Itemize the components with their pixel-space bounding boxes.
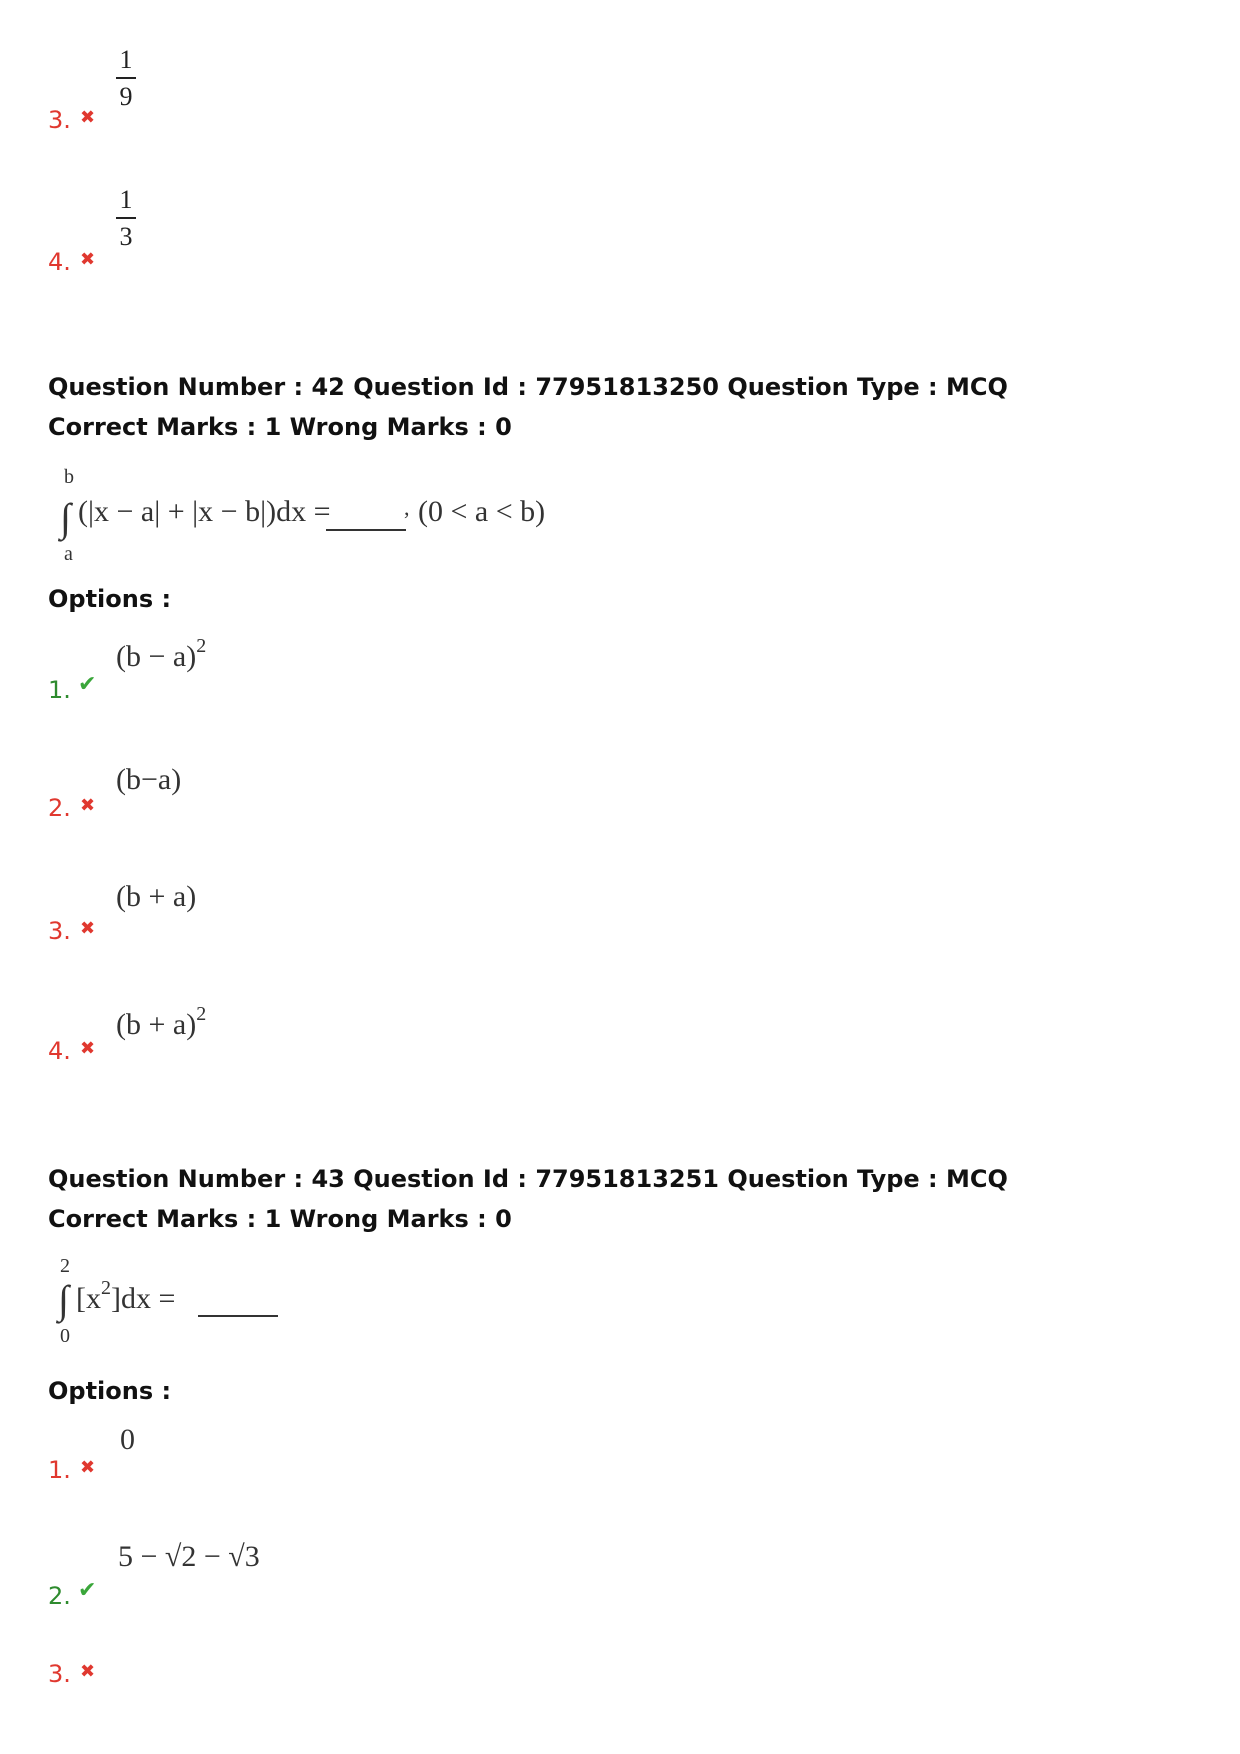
cross-mark-icon: ✖ <box>80 249 96 270</box>
cross-mark-icon: ✖ <box>80 1457 96 1478</box>
marks-line: Correct Marks : 1 Wrong Marks : 0 <box>48 413 512 441</box>
option-fraction: 1 9 <box>116 46 136 111</box>
question-header: Question Number : 43 Question Id : 77951813251 Question Type : MCQ <box>48 1165 1008 1193</box>
option-expression: $(b - a)^2$ <box>116 635 207 673</box>
option-expression: 5 − √2 − √3 <box>118 1540 260 1573</box>
cross-mark-icon: ✖ <box>80 795 96 816</box>
integral-lower-limit: a <box>64 543 73 565</box>
integral-upper-limit: b <box>64 466 74 488</box>
options-label: Options : <box>48 585 172 613</box>
fraction-bar <box>116 217 136 219</box>
option-expression: $(b + a)^2$ <box>116 1003 207 1041</box>
option-expression: (b−a) <box>116 763 182 796</box>
option-number: 1. <box>48 1456 71 1484</box>
condition: (0 < a < b) <box>418 495 546 528</box>
option-number: 3. <box>48 106 71 134</box>
option-number: 4. <box>48 248 71 276</box>
option-number: 1. <box>48 676 71 704</box>
options-label: Options : <box>48 1377 172 1405</box>
check-mark-icon: ✔ <box>78 1578 97 1603</box>
fraction-bar <box>116 77 136 79</box>
marks-line: Correct Marks : 1 Wrong Marks : 0 <box>48 1205 512 1233</box>
integrand: (|x − a| + |x − b|)dx = <box>78 495 331 528</box>
cross-mark-icon: ✖ <box>80 918 96 939</box>
answer-blank <box>326 528 406 531</box>
check-mark-icon: ✔ <box>78 672 97 697</box>
option-number: 2. <box>48 1582 71 1610</box>
comma: , <box>404 495 410 520</box>
option-expression: (b + a) <box>116 880 197 913</box>
option-number: 4. <box>48 1037 71 1065</box>
integrand: $[x^2]dx$ = <box>76 1277 176 1315</box>
cross-mark-icon: ✖ <box>80 107 96 128</box>
answer-blank <box>198 1314 278 1317</box>
option-number: 2. <box>48 794 71 822</box>
option-number: 3. <box>48 917 71 945</box>
integral-sign: ∫ <box>58 1277 69 1322</box>
integral-upper-limit: 2 <box>60 1255 70 1277</box>
integral-sign: ∫ <box>60 495 71 540</box>
option-expression: 0 <box>120 1423 135 1456</box>
option-fraction: 1 3 <box>116 186 136 251</box>
integral-lower-limit: 0 <box>60 1325 70 1347</box>
cross-mark-icon: ✖ <box>80 1661 96 1682</box>
option-number: 3. <box>48 1660 71 1688</box>
cross-mark-icon: ✖ <box>80 1038 96 1059</box>
question-header: Question Number : 42 Question Id : 77951813250 Question Type : MCQ <box>48 373 1008 401</box>
